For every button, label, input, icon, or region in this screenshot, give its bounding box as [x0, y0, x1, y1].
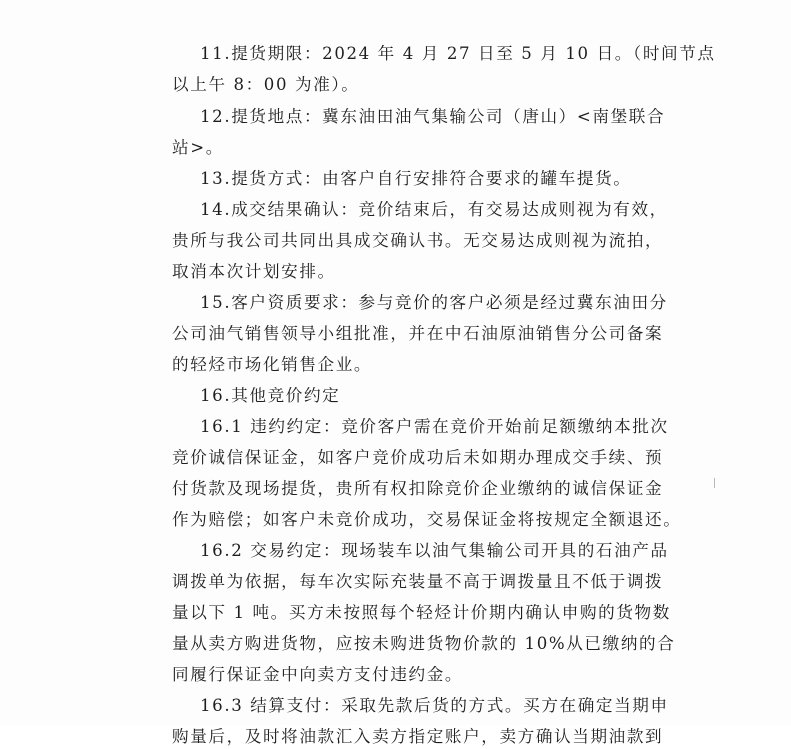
paragraph-16-1-line-1: 16.1 违约约定：竞价客户需在竞价开始前足额缴纳本批次: [200, 417, 669, 436]
paragraph-11-line-1: 11.提货期限：2024 年 4 月 27 日至 5 月 10 日。（时间节点: [200, 44, 716, 63]
paragraph-11-line-2: 以上午 8：00 为准）。: [172, 75, 360, 94]
paragraph-16-2-line-1: 16.2 交易约定：现场装车以油气集输公司开具的石油产品: [200, 541, 669, 560]
paragraph-14-line-2: 贵所与我公司共同出具成交确认书。无交易达成则视为流拍，: [172, 231, 664, 250]
paragraph-16-3-line-1: 16.3 结算支付：采取先款后货的方式。买方在确定当期申: [200, 696, 669, 715]
paragraph-12-line-1: 12.提货地点：冀东油田油气集输公司（唐山）<南堡联合: [200, 107, 666, 126]
paragraph-15-line-3: 的轻烃市场化销售企业。: [172, 355, 373, 374]
paragraph-12-line-2: 站>。: [172, 138, 224, 157]
paragraph-15-line-1: 15.客户资质要求：参与竞价的客户必须是经过冀东油田分: [200, 293, 668, 312]
paragraph-13-line-1: 13.提货方式：由客户自行安排符合要求的罐车提货。: [200, 169, 632, 188]
paragraph-16-1-line-2: 竞价诚信保证金，如客户竞价成功后未如期办理成交手续、预: [172, 448, 664, 467]
paragraph-16-2-line-4: 量从卖方购进货物，应按未购进货物价款的 10%从已缴纳的合: [172, 634, 676, 653]
paragraph-14-line-3: 取消本次计划安排。: [172, 262, 336, 281]
paragraph-16-2-line-3: 量以下 1 吨。买方未按照每个轻烃计价期内确认申购的货物数: [172, 603, 671, 622]
paragraph-16-heading: 16.其他竞价约定: [200, 386, 341, 405]
scan-edge-mark: [714, 478, 720, 488]
paragraph-16-1-line-4: 作为赔偿；如客户未竞价成功，交易保证金将按规定全额退还。: [172, 510, 682, 529]
paragraph-15-line-2: 公司油气销售领导小组批准，并在中石油原油销售分公司备案: [172, 324, 664, 343]
paragraph-16-2-line-5: 同履行保证金中向卖方支付违约金。: [172, 665, 464, 684]
paragraph-16-1-line-3: 付货款及现场提货，贵所有权扣除竞价企业缴纳的诚信保证金: [172, 479, 664, 498]
paragraph-14-line-1: 14.成交结果确认：竞价结束后，有交易达成则视为有效，: [200, 200, 668, 219]
paragraph-16-3-line-2: 购量后，及时将油款汇入卖方指定账户，卖方确认当期油款到: [172, 727, 664, 746]
paragraph-16-2-line-2: 调拨单为依据，每车次实际充装量不高于调拨量且不低于调拨: [172, 572, 664, 591]
